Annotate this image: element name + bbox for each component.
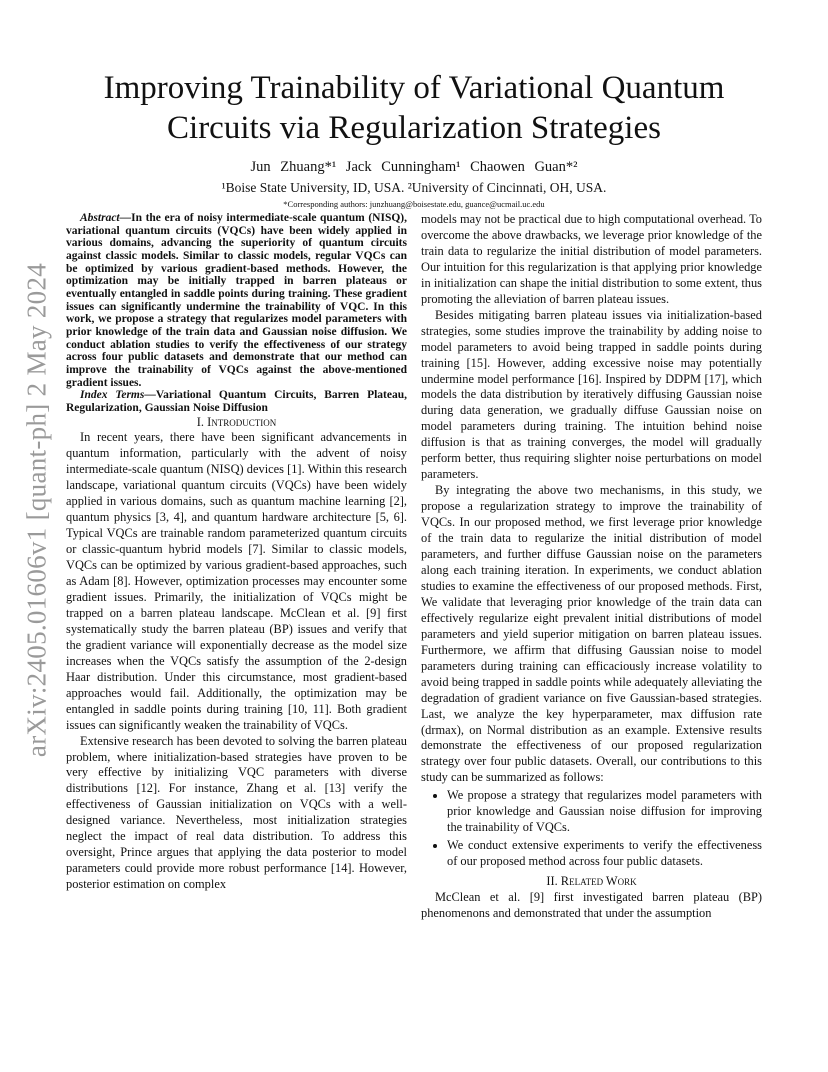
right-paragraph-1: Besides mitigating barren plateau issues via initialization-based strategies, some studies improve the trainability by adding noise to model parameters to avoid being trapped in saddle points during training [15]. However, adding excessive noise may potentially undermine model performance [16]. Inspired by DDPM [17], which models the data distribution by iteratively diffusing Gaussian noise during data generation, we gradually diffuse Gaussian noise on model parameters during training. The intuition behind noise diffusion is that as training converges, the model will gradually perform better, thus requiring slighter noise perturbations on model parameters. (421, 307, 762, 482)
related-paragraph-1: McClean et al. [9] first investigated barren plateau (BP) phenomenons and demonstrated that under the assumption (421, 890, 762, 920)
index-terms (66, 389, 407, 414)
index-terms-text: Variational Quantum Circuits, Barren Plateau, Regularization, Gaussian Noise Diffusion (66, 389, 407, 414)
contribution-item-2: • We conduct extensive experiments to verify the effectiveness of our proposed method across four public datasets. (447, 838, 762, 870)
right-paragraph-2: By integrating the above two mechanisms, in this study, we propose a regularization strategy to improve the trainability of VQCs. In our proposed method, we first leverage prior knowledge of the train data to regularize the initial distribution of model parameters, and further diffuse Gaussian noise on the parameters along each training iteration. In experiments, we conduct ablation studies to examine the effectiveness of our proposed methods. First, We validate that leveraging prior knowledge of the train data can effectively regularize eight prevalent initial distributions of model parameters and yield superior mitigation on barren plateau issues. Furthermore, we affirm that diffusing Gaussian noise to model parameters during training can efficaciously increase volatility to avoid being trapped in saddle points while adequately alleviating the degradation of gradient variance on five Gaussian-based strategies. Last, we analyze the key hyperparameter, max diffusion rate (drmax), on Normal distribution as an example. Extensive results demonstrate the effectiveness of our proposed regularization strategy over four public datasets. Overall, our contributions to this study can be summarized as follows: (421, 483, 762, 785)
contribution-list (421, 788, 762, 870)
intro-paragraph-2: Extensive research has been devoted to solving the barren plateau problem, where initialization-based strategies have proven to be very effective by initializing VQC parameters with diverse distributions [12]. For instance, Zhang et al. [13] verify the effectiveness of Gaussian initialization on VQCs with a well-designed variance. Nevertheless, most initialization strategies neglect the impact of real data distribution. To address this oversight, Prince argues that applying the data posterior to model parameters could provide more robust performance [14]. However, posterior estimation on complex (66, 733, 407, 892)
right-paragraph-0: models may not be practical due to high computational overhead. To overcome the above drawbacks, we leverage prior knowledge of the train data to regularize the initial distribution of model parameters. Our intuition for this regularization is that applying prior knowledge in initialization can shape the initial distribution to some extent, thus promoting the alleviation of barren plateau issues. (421, 212, 762, 306)
abstract-lead: Abstract— (80, 212, 132, 224)
abstract (66, 212, 407, 389)
related-work-heading: II. Related Work (546, 874, 637, 889)
left-column (66, 212, 407, 893)
author-list: Jun Zhuang*¹ Jack Cunningham¹ Chaowen Guan*² (250, 159, 578, 175)
intro-paragraph-1: In recent years, there have been significant advancements in quantum information, particularly with the advent of noisy intermediate-scale quantum (NISQ) devices [1]. Within this research landscape, variational quantum circuits (VQCs) have been widely applied in various domains, such as quantum machine learning [2], quantum physics [3, 4], and quantum hardware architecture [5, 6]. Typical VQCs are trainable random parameterized quantum circuits or classic-quantum hybrid models [7]. Similar to classic models, VQCs can be optimized by various gradient-based approaches, such as Adam [8]. However, optimization processes may encounter some gradient issues. Primarily, the initialization of VQCs might be trapped on a barren plateau landscape. McClean et al. [9] first systematically study the barren plateau (BP) issues and verify that the gradient variance will exponentially decrease as the model size increases when the VQCs satisfy the assumption of the 2-design Haar distribution. Under this circumstance, most gradient-based approaches would fail. Additionally, the optimization may be entangled in saddle points during training [10, 11]. Both gradient issues can significantly weaken the trainability of VQCs. (66, 430, 407, 732)
corresponding-authors: *Corresponding authors: junzhuang@boisestate.edu, guance@ucmail.uc.edu (283, 199, 545, 209)
affiliations: ¹Boise State University, ID, USA. ²University of Cincinnati, OH, USA. (221, 180, 607, 195)
paper-title: Improving Trainability of Variational Quantum Circuits via Regularization Strategies (103, 70, 725, 146)
arxiv-identifier: arXiv:2405.01606v1 [quant-ph] 2 May 2024 (21, 262, 52, 758)
arxiv-side-stamp (21, 262, 52, 758)
intro-heading: I. Introduction (196, 414, 277, 429)
right-column (421, 212, 762, 922)
index-terms-lead: Index Terms— (80, 389, 156, 402)
abstract-text: In the era of noisy intermediate-scale quantum (NISQ), variational quantum circuits (VQCs) have been widely applied in various domains, advancing the superiority of quantum circuits against classic models. Similar to classic models, regular VQCs can be optimized by various gradient-based methods. However, the optimization may be initially trapped in barren plateaus or eventually entangled in saddle points during training. These gradient issues can significantly undermine the trainability of VQC. In this work, we propose a strategy that regularizes model parameters with prior knowledge of the train data and Gaussian noise diffusion. We conduct ablation studies to verify the effectiveness of our strategy across four public datasets and demonstrate that our method can improve the trainability of VQCs against the above-mentioned gradient issues. (66, 212, 407, 389)
contribution-item-1: • We propose a strategy that regularizes model parameters with prior knowledge and Gaussian noise diffusion for improving the trainability of VQCs. (447, 788, 762, 836)
